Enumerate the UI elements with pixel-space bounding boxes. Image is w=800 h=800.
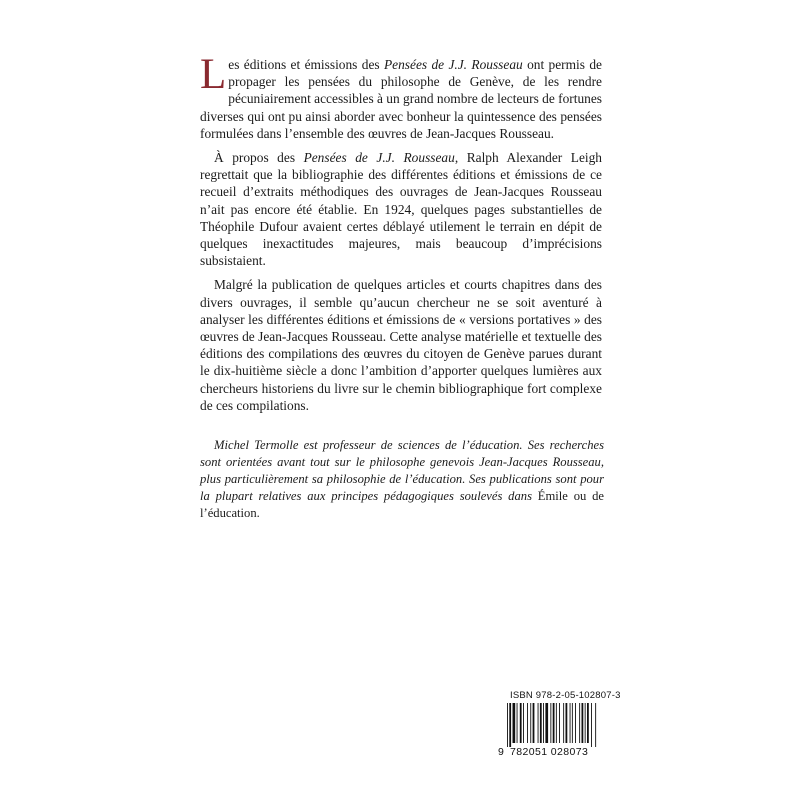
- book-title-emile: Émile ou de l’éducation.: [200, 489, 604, 520]
- blurb-paragraph-1: Les éditions et émissions des Pensées de J.J. Rousseau ont permis de propager les pensées du philosophe de Genève, de les rendre pécuniairement accessibles à un grand nombre de lecteurs de fortunes diverses qui ont pu ainsi aborder avec bonheur la quintessence des pensées formulées dans l’ensemble des œuvres de Jean-Jacques Rousseau.: [200, 51, 602, 141]
- isbn-label: ISBN 978-2-05-102807-3: [510, 690, 621, 701]
- blurb-text: [200, 51, 603, 421]
- blurb-paragraph-3: Malgré la publication de quelques articles et courts chapitres dans des divers ouvrages, il semble qu’aucun chercheur ne se soit aventuré à analyser les différentes éditions et émissions de « versions portatives » des œuvres de Jean-Jacques Rousseau. Cette analyse matérielle et textuelle des éditions des compilations des œuvres du citoyen de Genève parues durant le dix-huitième siècle a donc l’ambition d’apporter quelques lumières aux chercheurs historiens du livre sur le chemin bibliographique fort complexe de ces compilations.: [200, 277, 602, 413]
- book-title-reference: Pensées de J.J. Rousseau: [383, 57, 523, 72]
- blurb-paragraph-2: À propos des Pensées de J.J. Rousseau, Ralph Alexander Leigh regrettait que la bibliographie des différentes éditions et émissions de ce recueil d’extraits méthodiques des ouvrages de Jean-Jacques Rousseau n’ait pas encore été établie. En 1924, quelques pages substantielles de Théophile Dufour avaient certes déblayé utilement le terrain en dépit de quelques inexactitudes majeures, mais beaucoup d’imprécisions subsistaient.: [200, 150, 603, 269]
- book-title-reference: Pensées de J.J. Rousseau: [303, 150, 455, 166]
- barcode-icon: [506, 703, 610, 747]
- isbn-barcode-block: ISBN 978-2-05-102807-3 9 782051 028073: [498, 690, 621, 758]
- author-bio: Michel Termolle est professeur de sciences de l’éducation. Ses recherches sont orientées avant tout sur le philosophe genevois Jean-Jacques Rousseau, plus particulièrement sa philosophie de l’éducation. Ses publications sont pour la plupart relatives aux principes pédagogiques soulevés dans Émile ou de l’éducation.: [200, 438, 604, 520]
- drop-cap: L: [200, 51, 227, 98]
